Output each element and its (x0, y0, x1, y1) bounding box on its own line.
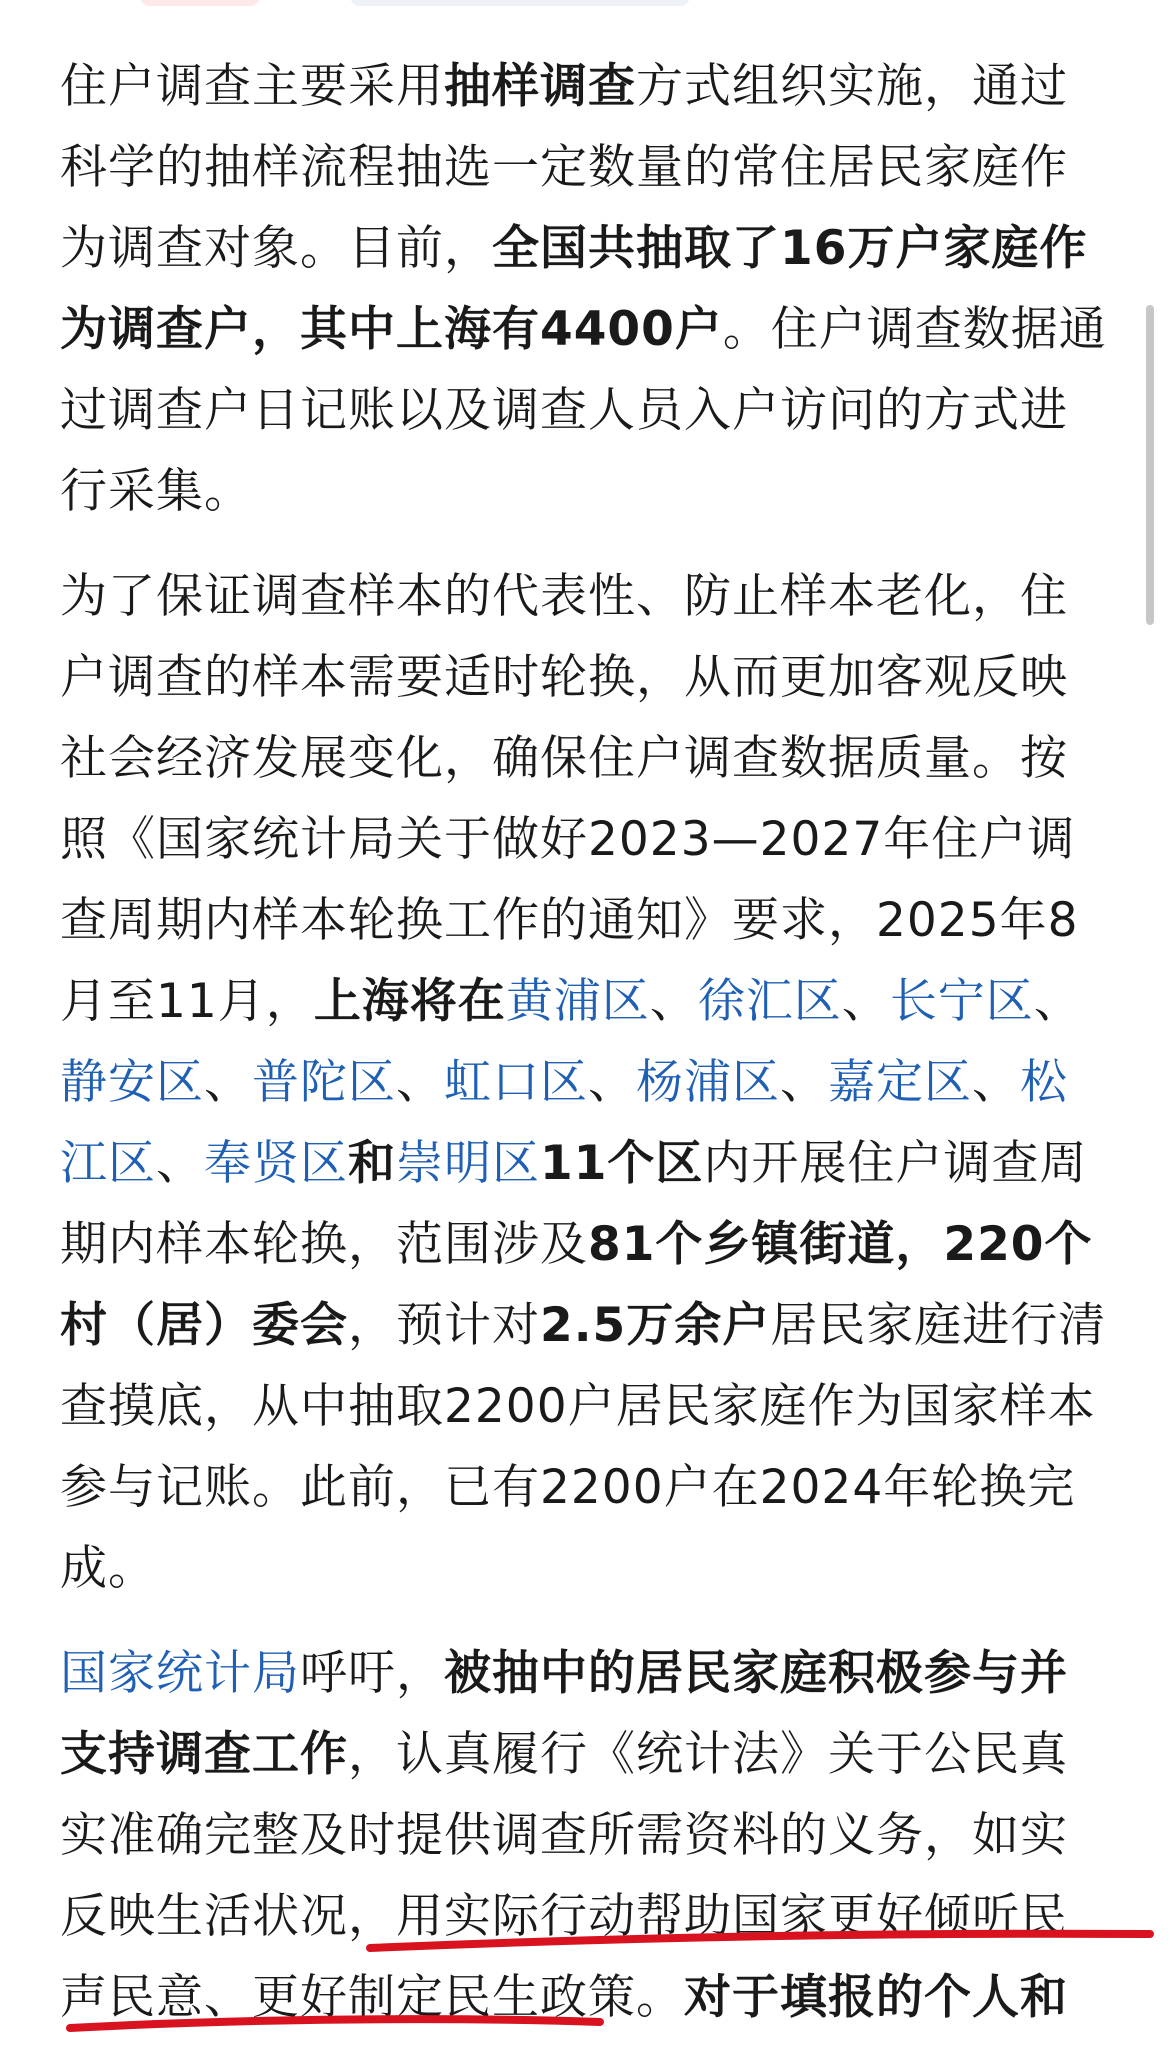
emphasis-text: 11个区 (540, 1136, 704, 1191)
entity-link[interactable]: 奉贤区 (204, 1136, 348, 1191)
body-text: 呼吁， (300, 1646, 444, 1701)
entity-link[interactable]: 松江区 (60, 1055, 1068, 1191)
entity-link[interactable]: 徐汇区 (697, 974, 842, 1029)
entity-link[interactable]: 嘉定区 (828, 1055, 972, 1110)
entity-link[interactable]: 普陀区 (252, 1055, 396, 1110)
paragraph-survey-method (60, 46, 1110, 532)
emphasis-text: 和 (348, 1136, 396, 1191)
top-tab-strip (0, 0, 1170, 10)
body-text: 、 (780, 1055, 828, 1110)
body-text: 。住户调查数据通过调查户日记账以及调查人员入户访问的方式进行采集。 (60, 302, 1107, 519)
entity-link[interactable]: 黄浦区 (505, 974, 650, 1029)
scrollbar-thumb[interactable] (1146, 305, 1154, 625)
emphasis-text: 2.5万余户 (540, 1298, 771, 1353)
emphasis-text: 被抽中的居民家庭积极参与并支持调查工作 (60, 1646, 1068, 1782)
paragraph-sample-rotation (60, 556, 1110, 1609)
entity-link[interactable]: 虹口区 (444, 1055, 588, 1110)
body-text: 、 (649, 974, 698, 1029)
emphasis-text: 全国共抽取了16万户家庭作为调查户，其中上海有4400户 (60, 221, 1088, 357)
emphasis-text: 81个乡镇街道，220个村（居）委会 (60, 1217, 1093, 1353)
emphasis-text: 抽样调查 (444, 59, 636, 114)
body-text: 、 (1033, 974, 1082, 1029)
body-text: ，认真履行《统计法》关于公民真实准确完整及时提供调查所需资料的义务，如实反映生活状况，用实际行动帮助国家更好倾听民声民意、更好制定民生政策。 (60, 1727, 1068, 2025)
body-text: 、 (972, 1055, 1020, 1110)
entity-link[interactable]: 静安区 (60, 1055, 204, 1110)
paragraph-bureau-appeal (60, 1633, 1110, 2038)
entity-link[interactable]: 国家统计局 (60, 1646, 300, 1701)
body-text: 为了保证调查样本的代表性、防止样本老化，住户调查的样本需要适时轮换，从而更加客观反映社会经济发展变化，确保住户调查数据质量。按照《国家统计局关于做好2023—2027年住户调查周期内样本轮换工作的通知》要求，2025年8月至11月， (60, 569, 1079, 1029)
article-body (60, 46, 1110, 2062)
entity-link[interactable]: 杨浦区 (636, 1055, 780, 1110)
body-text: 居民家庭进行清查摸底，从中抽取2200户居民家庭作为国家样本参与记账。此前，已有2200户在2024年轮换完成。 (60, 1298, 1107, 1596)
emphasis-text: 对于填报的个人和 (684, 1970, 1068, 2025)
body-text: 住户调查主要采用 (60, 59, 444, 114)
body-text: 、 (156, 1136, 204, 1191)
body-text: 、 (841, 974, 890, 1029)
top-tab-pill[interactable] (350, 0, 690, 6)
body-text: ，预计对 (348, 1298, 540, 1353)
body-text: 、 (204, 1055, 252, 1110)
entity-link[interactable]: 崇明区 (396, 1136, 540, 1191)
body-text: 、 (396, 1055, 444, 1110)
top-tab-pill[interactable] (140, 0, 260, 6)
body-text: 方式组织实施，通过科学的抽样流程抽选一定数量的常住居民家庭作为调查对象。目前， (60, 59, 1068, 276)
body-text: 内开展住户调查周期内样本轮换，范围涉及 (60, 1136, 1088, 1272)
emphasis-text: 上海将在 (313, 974, 506, 1029)
body-text: 、 (588, 1055, 636, 1110)
entity-link[interactable]: 长宁区 (889, 974, 1034, 1029)
